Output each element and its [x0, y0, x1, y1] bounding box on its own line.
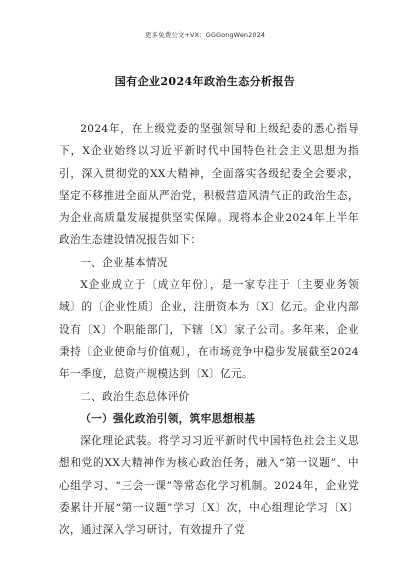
section-heading-2: 二、政治生态总体评价	[80, 390, 190, 403]
subsection-heading-1: （一）强化政治引领，筑牢思想根基	[80, 412, 256, 425]
section-heading-1: 一、企业基本情况	[80, 256, 168, 269]
intro-paragraph: 2024年，在上级党委的坚强领导和上级纪委的悉心指导下，X企业始终以习近平新时代中国特色社会主义思想为指引，深入贯彻党的XX大精神，全面落实各级纪委全会要求，坚定不移推进全面从严治党，积极营造风清气正的政治生态，为企业高质量发展提供坚实保障。现将本企业2024年上半年政治生态建设情况报告如下：	[59, 123, 359, 247]
document-title: 国有企业2024年政治生态分析报告	[114, 75, 296, 88]
document-body	[59, 118, 359, 542]
header-note: 更多免费公文+VX：GGGongWen2024	[144, 31, 266, 39]
section-1-paragraph: X企业成立于〔成立年份〕，是一家专注于〔主要业务领域〕的〔企业性质〕企业，注册资本为〔X〕亿元。企业内部设有〔X〕个职能部门，下辖〔X〕家子公司。多年来，企业秉持〔企业使命与价值观〕，在市场竞争中稳步发展截至2024年一季度，总资产规模达到〔X〕亿元。	[59, 279, 359, 381]
subsection-1-paragraph: 深化理论武装。将学习习近平新时代中国特色社会主义思想和党的XX大精神作为核心政治任务，融入“第一议题”、中心组学习、“三会一课”等常态化学习机制。2024年，企业党委累计开展“第一议题”学习〔X〕次，中心组理论学习〔X〕次，通过深入学习研讨，有效提升了党	[59, 435, 359, 537]
